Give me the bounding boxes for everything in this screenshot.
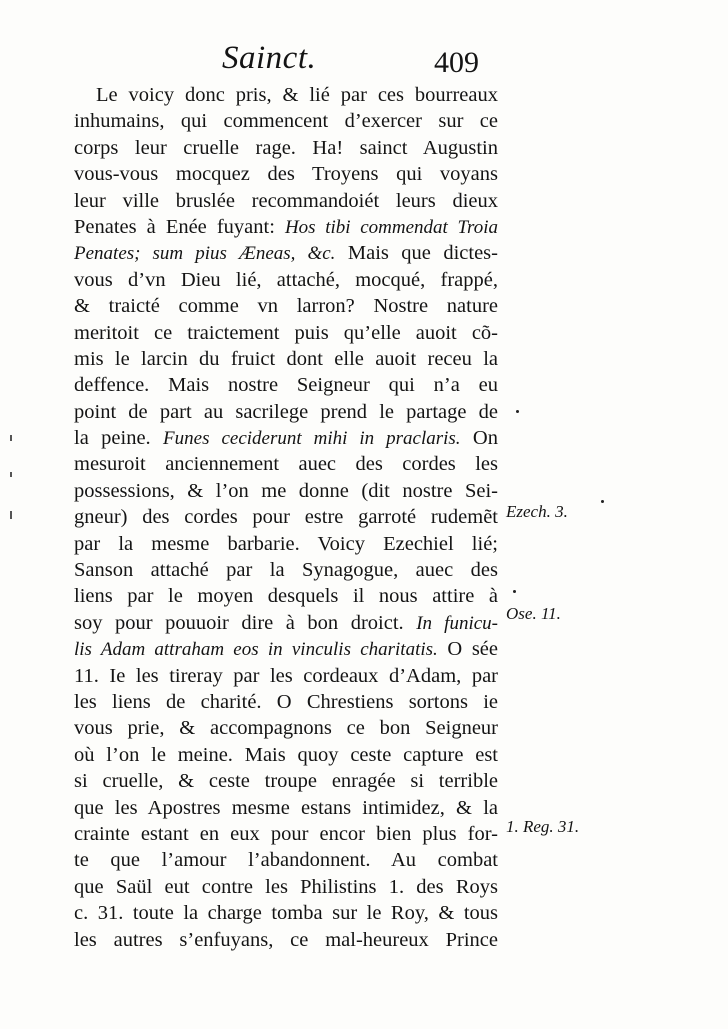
- text-line: vous prie, & accompagnons ce bon Seigneur: [74, 717, 498, 740]
- text-line: mesuroit anciennement auec des cordes les: [74, 453, 498, 476]
- latin-quote: In funicu-: [416, 612, 498, 634]
- text-line: [74, 214, 498, 240]
- edge-mark: [10, 435, 12, 441]
- text-line: Sanson attaché par la Synagogue, auec des: [74, 559, 498, 582]
- text-line: que les Apostres mesme estans intimidez, & la: [74, 796, 498, 819]
- text-span: la peine.: [74, 427, 164, 450]
- text-line: Le voicy donc pris, & lié par ces bourreaux: [96, 84, 498, 106]
- text-line: corps leur cruelle rage. Ha! sainct Augustin: [74, 136, 498, 159]
- running-head: Sainct.: [222, 40, 317, 76]
- margin-mark: [601, 500, 604, 503]
- text-line: 11. Ie les tireray par les cordeaux d’Adam, par: [74, 664, 498, 687]
- text-line: les liens de charité. O Chrestiens sortons ie: [74, 690, 498, 713]
- text-line: [74, 610, 498, 636]
- latin-quote: Hos tibi commendat Troia: [284, 216, 498, 238]
- body-text: [74, 82, 498, 953]
- text-line: par la mesme barbarie. Voicy Ezechiel lié;: [74, 532, 498, 555]
- page-number: 409: [434, 46, 479, 79]
- text-line: inhumains, qui commencent d’exercer sur ce: [74, 110, 498, 133]
- text-line: [74, 636, 498, 662]
- latin-quote: Penates; sum pius Æneas, &c.: [74, 243, 336, 265]
- edge-mark: [10, 511, 12, 519]
- text-line: meritoit ce traictement puis qu’elle auoit cõ-: [74, 321, 498, 344]
- text-span: O sée: [437, 638, 498, 661]
- text-line: point de part au sacrilege prend le partage de: [74, 400, 498, 423]
- text-line: vous d’vn Dieu lié, attaché, mocqué, frappé,: [74, 268, 498, 291]
- text-line: les autres s’enfuyans, ce mal-heureux Prince: [74, 928, 498, 951]
- text-line: & traicté comme vn larron? Nostre nature: [74, 295, 498, 318]
- text-line: où l’on le meine. Mais quoy ceste capture est: [74, 743, 498, 766]
- edge-mark: [10, 472, 12, 477]
- text-line: [74, 240, 498, 266]
- text-line: vous-vous mocquez des Troyens qui voyans: [74, 163, 498, 186]
- text-span: Penates à Enée fuyant:: [74, 215, 285, 238]
- margin-note-ezech: Ezech. 3.: [506, 502, 568, 521]
- text-line: gneur) des cordes pour estre garroté rudemẽt: [74, 506, 498, 529]
- text-span: On: [460, 427, 498, 450]
- text-line: deffence. Mais nostre Seigneur qui n’a eu: [74, 374, 498, 397]
- text-line: leur ville bruslée recommandoiét leurs dieux: [74, 189, 498, 212]
- text-line: liens par le moyen desquels il nous attire à: [74, 585, 498, 608]
- latin-quote: Funes ceciderunt mihi in praclaris.: [163, 428, 461, 450]
- text-span: Mais que dictes-: [335, 242, 498, 265]
- margin-mark: [516, 410, 519, 413]
- text-line: que Saül eut contre les Philistins 1. des Roys: [74, 875, 498, 898]
- latin-quote: lis Adam attraham eos in vinculis charitatis.: [74, 639, 438, 661]
- text-line: [74, 425, 498, 451]
- text-line: si cruelle, & ceste troupe enragée si terrible: [74, 770, 498, 793]
- text-line: c. 31. toute la charge tomba sur le Roy, & tous: [74, 902, 498, 925]
- margin-note-osee: Ose. 11.: [506, 604, 561, 623]
- text-line: possessions, & l’on me donne (dit nostre Sei-: [74, 479, 498, 502]
- margin-note-reg: 1. Reg. 31.: [506, 817, 580, 836]
- text-line: crainte estant en eux pour encor bien plus for-: [74, 822, 498, 845]
- text-line: te que l’amour l’abandonnent. Au combat: [74, 849, 498, 872]
- margin-mark: [513, 590, 516, 593]
- text-line: mis le larcin du fruict dont elle auoit receu la: [74, 347, 498, 370]
- text-span: soy pour pouuoir dire à bon droict.: [74, 611, 417, 634]
